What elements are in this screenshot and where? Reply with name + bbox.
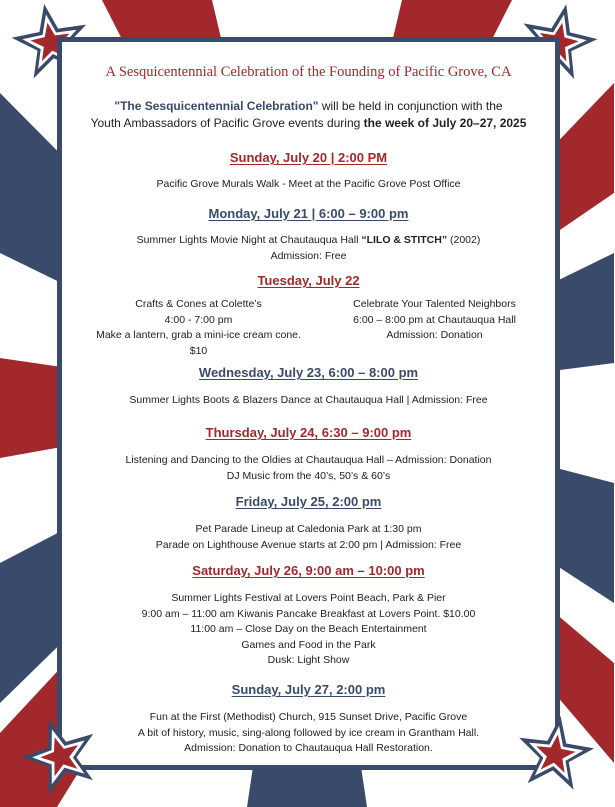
event-line: Summer Lights Festival at Lovers Point Beach, Park & Pier [171,592,446,604]
page-title: A Sesquicentennial Celebration of the Founding of Pacific Grove, CA [105,64,512,80]
event-block-tue-22-right [317,297,552,344]
event-block-thu-24 [62,453,555,484]
event-line: Summer Lights Boots & Blazers Dance at Chautauqua Hall | Admission: Free [129,394,488,406]
day-heading-sun-27: Sunday, July 27, 2:00 pm [231,682,386,697]
event-line: Dusk: Light Show [267,654,350,666]
event-line: $10 [189,344,208,357]
event-line: 9:00 am – 11:00 am Kiwanis Pancake Breakfast at Lovers Point. $10.00 [141,607,476,620]
event-block-sun-20 [62,177,555,193]
event-flyer [57,37,560,770]
day-heading-tue-22: Tuesday, July 22 [257,273,360,288]
event-line: Listening and Dancing to the Oldies at Chautauqua Hall – Admission: Donation [125,454,492,466]
event-block-tue-22-left [76,297,321,359]
event-line: Pet Parade Lineup at Caledonia Park at 1:30 pm [195,523,422,535]
event-block-sun-27 [62,710,555,757]
event-line: Admission: Free [270,249,347,262]
intro-highlight: "The Sesquicentennial Celebration" [114,99,319,113]
day-heading-wed-23: Wednesday, July 23, 6:00 – 8:00 pm [198,365,419,380]
intro-text-1: will be held in conjunction with the [318,99,503,113]
event-line: A bit of history, music, sing-along followed by ice cream in Grantham Hall. [137,726,480,739]
corner-star-icon [18,714,104,800]
event-line: Crafts & Cones at Colette’s [135,298,262,310]
day-heading-thu-24: Thursday, July 24, 6:30 – 9:00 pm [205,425,412,440]
day-heading-sun-20: Sunday, July 20 | 2:00 PM [229,150,388,165]
event-line: Games and Food in the Park [241,638,376,651]
day-heading-fri-25: Friday, July 25, 2:00 pm [235,494,382,509]
event-block-sat-26 [62,591,555,669]
event-line: 4:00 - 7:00 pm [164,313,233,326]
day-heading-sat-26: Saturday, July 26, 9:00 am – 10:00 pm [192,563,425,578]
movie-title: “LILO & STITCH” [361,234,448,246]
event-line: Pacific Grove Murals Walk - Meet at the Pacific Grove Post Office [156,178,461,190]
intro-text-2: Youth Ambassadors of Pacific Grove events during [90,116,364,130]
event-line: Make a lantern, grab a mini-ice cream cone. [96,329,301,341]
event-line: DJ Music from the 40’s, 50’s & 60’s [226,469,391,482]
event-line: Summer Lights Movie Night at Chautauqua Hall “LILO & STITCH” (2002) [136,234,481,246]
event-line: Fun at the First (Methodist) Church, 915 Sunset Drive, Pacific Grove [149,711,468,723]
event-line: Admission: Donation to Chautauqua Hall Restoration. [184,742,433,754]
intro-date-range: the week of July 20–27, 2025 [363,116,527,130]
event-block-mon-21 [62,233,555,264]
event-line: 11:00 am – Close Day on the Beach Entertainment [190,623,427,635]
intro-text [62,98,555,132]
event-line: Celebrate Your Talented Neighbors [353,298,516,310]
event-block-fri-25 [62,522,555,553]
event-line: Admission: Donation [386,329,483,341]
event-line: Parade on Lighthouse Avenue starts at 2:00 pm | Admission: Free [155,538,462,551]
event-line: 6:00 – 8:00 pm at Chautauqua Hall [353,313,516,326]
corner-star-icon [512,712,598,798]
day-heading-mon-21: Monday, July 21 | 6:00 – 9:00 pm [208,206,409,221]
event-block-wed-23 [62,393,555,409]
